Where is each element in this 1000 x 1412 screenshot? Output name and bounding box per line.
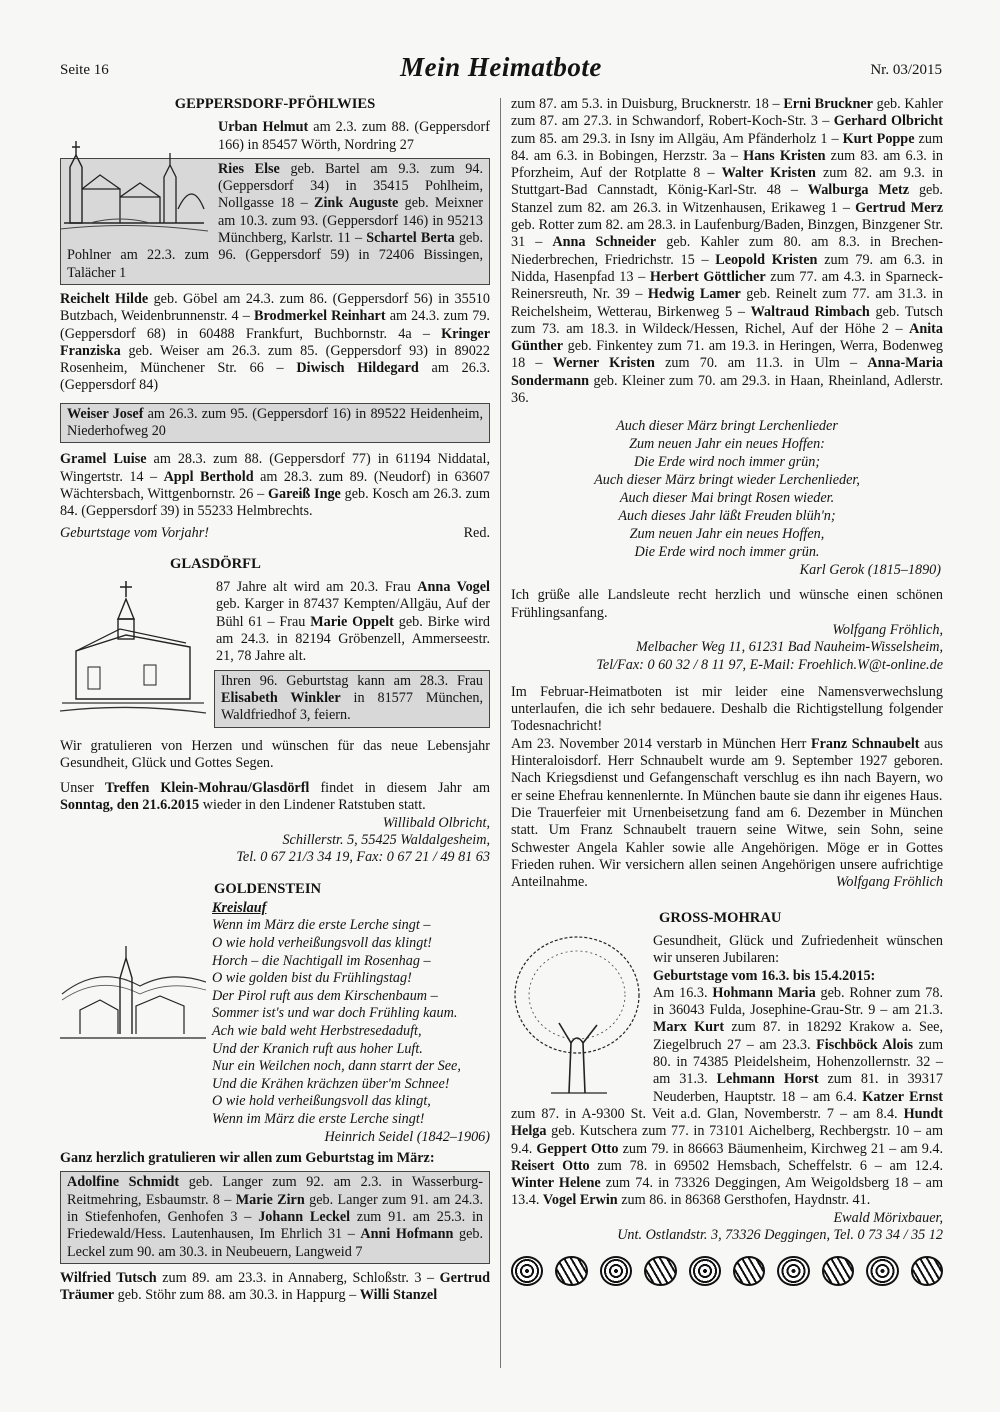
poem-line: O wie hold verheißungsvoll das klingt! [212,935,433,952]
poem-line: Auch dieser März bringt wieder Lerchenlieder, [594,472,860,489]
editor-note: Geburtstage vom Vorjahr! Red. [60,524,490,541]
easter-egg-icon [644,1256,676,1286]
heading-goldenstein: GOLDENSTEIN [214,880,322,897]
poem-gerok [511,417,943,579]
greeting: Ich grüße alle Landsleute recht herzlich und wünsche einen schönen Frühlingsanfang. [511,587,943,621]
right-column [511,96,943,1286]
easter-egg-icon [555,1256,587,1286]
poem-line: O wie golden bist du Frühlingstag! [212,970,412,987]
poem-line: Auch dieser Mai bringt Rosen wieder. [619,490,835,507]
poem-line: Und die Krähen krächzen über'm Schnee! [212,1075,450,1092]
poem-line: Nur ein Weilchen noch, dann starrt der See, [212,1058,461,1075]
funeral-note: Die Trauerfeier mit Urnenbeisetzung fand am 6. Dezember in München statt. Um Franz Schnaubelt trauern seine Witwe, sein Sohn, seine Schwester Angela Kahler sowie alle Angehörigen. Möge er in Gottes Frieden ruhen. Wir versichern allen seinen Angehörigen unsere aufrichtige Anteilnahme. [511,804,943,891]
poem-line: Sommer ist's und war doch Frühling kaum. [212,1005,458,1022]
easter-egg-icon [511,1256,543,1286]
heading-gross-mohrau: GROSS-MOHRAU [659,909,782,926]
page-number: Seite 16 [60,62,109,78]
poem-line: Zum neuen Jahr ein neues Hoffen: [629,436,825,453]
march-congrats: Ganz herzlich gratulieren wir allen zum Geburtstag im März: [60,1150,435,1167]
highlight-box-weiser: Weiser Josef am 26.3. zum 95. (Geppersdorf 16) in 89522 Heidenheim, Niederhofweg 20 [60,403,490,444]
poem-line: Zum neuen Jahr ein neues Hoffen, [629,526,825,543]
left-column [60,96,490,1309]
entries-geppersdorf: Reichelt Hilde geb. Göbel am 24.3. zum 86. (Geppersdorf 56) in 35510 Butzbach, Weidenbrunnenstr. 4 – Brodmerkel Reinhart am 24.3. zum 79. (Geppersdorf 68) in 60488 Frankfurt, Buchbornstr. 4a – Kringer Franziska geb. Weiser am 26.3. zum 85. (Geppersdorf 93) in 89022 Rosenheim, Münchener Str. 66 – Diwisch Hildegard am 26.3. (Geppersdorf 84) [60,290,491,394]
poem-line: Wenn im März die erste Lerche singt – [212,917,431,934]
mountain-town-illustration [60,934,206,1044]
poem-line: Auch dieser März bringt Lerchenlieder [616,418,838,435]
poem-line: Auch dieses Jahr läßt Freuden blüh'n; [618,508,836,525]
poem-author: Heinrich Seidel (1842–1906) [324,1128,490,1145]
entries-goldenstein: Wilfried Tutsch zum 89. am 23.3. in Annaberg, Schloßstr. 3 – Gertrud Träumer geb. Stöhr zum 88. am 30.3. in Happurg – Willi Stanzel [60,1269,490,1304]
glasdoerfl-wishes: Wir gratulieren von Herzen und wünschen für das neue Lebensjahr Gesundheit, Glück und Gottes Segen. [60,737,490,771]
poem-line: O wie hold verheißungsvoll das klingt, [212,1093,431,1110]
poem-line: Horch – die Nachtigall im Rosenhag – [212,952,431,969]
poem-author: Karl Gerok (1815–1890) [799,562,941,579]
easter-egg-icon [600,1256,632,1286]
tree-illustration [511,933,643,1095]
issue-number: Nr. 03/2015 [870,62,942,78]
easter-egg-icon [777,1256,809,1286]
obituary: Am 23. November 2014 verstarb in München Herr Franz Schnaubelt aus Hinteraloisdorf. Herr Schnaubelt wurde am 9. September 1927 geboren. Nach Kriegsdienst und Gefangenschaft verschlug es ihn nach Bayern, wo er seine Ehefrau kennenlernte. In München baute sie dann ihr eigenes Haus. [511,735,944,804]
easter-egg-border [511,1256,943,1286]
easter-egg-icon [822,1256,854,1286]
gm-dates: Geburtstage vom 16.3. bis 15.4.2015: [653,967,876,984]
gm-intro: Gesundheit, Glück und Zufriedenheit wünschen wir unseren Jubilaren: [653,932,943,967]
masthead-title: Mein Heimatbote [400,52,602,82]
meeting-announcement: Unser Treffen Klein-Mohrau/Glasdörfl findet in diesem Jahr am Sonntag, den 21.6.2015 wieder in den Lindener Ratstuben statt. [60,780,490,814]
poem-line: Die Erde wird noch immer grün. [634,544,820,561]
poem-line: Wenn im März die erste Lerche singt! [212,1111,425,1127]
signature-moerixbauer: Ewald Mörixbauer, Unt. Ostlandstr. 3, 73326 Deggingen, Tel. 0 73 34 / 35 12 [617,1209,943,1244]
column-divider [500,98,501,1368]
signature-obituary: Wolfgang Fröhlich [835,874,943,891]
entry-urban: Urban Helmut am 2.3. zum 88. (Geppersdorf 166) in 85457 Wörth, Nordring 27 [218,119,490,153]
correction-note: Im Februar-Heimatboten ist mir leider eine Namensverwechslung unterlaufen, die ich sehr bedauere. Deshalb die Richtigstellung folgender Todesnachricht! [511,683,943,735]
signature-froehlich: Wolfgang Fröhlich, Melbacher Weg 11, 61231 Bad Nauheim-Wisselsheim, Tel/Fax: 0 60 32 / 8 11 97, E-Mail: Froehlich.W@t-online.de [596,621,943,673]
poem-line: Der Pirol ruft aus dem Kirschenbaum – [212,987,438,1004]
entries-glasdoerfl: 87 Jahre alt wird am 20.3. Frau Anna Vogel geb. Karger in 87437 Kempten/Allgäu, Auf der Bühl 61 – Frau Marie Oppelt geb. Birke wird am 24.3. in 82194 Gröbenzell, Ammerseestr. 21, 78 Jahre alt. [216,579,490,665]
signature-olbricht: Willibald Olbricht, Schillerstr. 5, 55425 Waldalgesheim, Tel. 0 67 21/3 34 19, Fax: 0 67 21 / 49 81 63 [236,814,490,866]
poem-line: Und der Kranich ruft aus hoher Luft. [212,1040,423,1057]
heading-geppersdorf: GEPPERSDORF-PFÖHLWIES [174,96,376,112]
poem-kreislauf [212,900,490,1146]
highlight-box-winkler: Ihren 96. Geburtstag kann am 28.3. Frau Elisabeth Winkler in 81577 München, Waldfriedhof 3, feiern. [214,670,490,728]
easter-egg-icon [911,1256,943,1286]
easter-egg-icon [866,1256,898,1286]
village-church-illustration [60,119,208,237]
poem-line: Ach wie bald weht Herbstresedaduft, [212,1023,422,1040]
highlight-box-geppersdorf: Ries Else geb. Bartel am 9.3. zum 94. (Geppersdorf 34) in 35415 Pohlheim, Nollgasse 18 – Zink Auguste geb. Meixner am 10.3. zum 93. (Geppersdorf 146) in 95213 Münchberg, Karlstr. 11 – Schartel Berta geb. Pohlner am 22.3. zum 96. (Geppersdorf 59) in 72406 Bissingen, Talächer 1 [60,158,490,285]
highlight-box-goldenstein: Adolfine Schmidt geb. Langer zum 92. am 2.3. in Wasserburg-Reitmehring, Esbaumstr. 8 – Marie Zirn geb. Langer zum 91. am 24.3. in Stiefenhofen, Genhofen 3 – Johann Leckel zum 91. am 25.3. in Friedewald/Hess. Lautenhausen, Im Ehrlich 31 – Anni Hofmann geb. Leckel zum 90. am 30.3. in Neubeuern, Langweid 7 [60,1171,490,1263]
easter-egg-icon [689,1256,721,1286]
chapel-illustration [60,579,206,719]
entries-continued: zum 87. am 5.3. in Duisburg, Brucknerstr. 18 – Erni Bruckner geb. Kahler zum 87. am 27.3. in Schwandorf, Robert-Koch-Str. 3 – Gerhard Olbricht zum 85. am 29.3. in Isny im Allgäu, Am Pfänderholz 1 – Kurt Poppe zum 84. am 6.3. in Bobingen, Herzstr. 3a – Hans Kristen zum 83. am 6.3. in Pforzheim, Auf der Rotplatte 8 – Walter Kristen zum 82. am 9.3. in Stuttgart-Bad Cannstadt, König-Karl-Str. 48 – Walburga Metz geb. Stanzel zum 82. am 26.3. in Witzenhausen, Erikaweg 1 – Gertrud Merz geb. Rotter zum 82. am 28.3. in Laufenburg/Baden, Binzgen, Binzgener Str. 31 – Anna Schneider geb. Kahler zum 80. am 8.3. in Brechen-Niederbrechen, Friedrichstr. 15 – Leopold Kristen zum 79. am 6.3. in Nidda, Hasenpfad 13 – Herbert Göttlicher zum 77. am 4.3. in Sparneck-Reinersreuth, Nr. 39 – Hedwig Lamer geb. Reinelt zum 77. am 31.3. in Reichelsheim, Wetterau, Birkenweg 5 – Waltraud Rimbach geb. Tutsch zum 73. am 18.3. in Wildeck/Hessen, Richel, Auf der Höhe 2 – Anita Günther geb. Finkentey zum 71. am 19.3. in Heringen, Werra, Bodenweg 18 – Werner Kristen zum 70. am 11.3. in Ulm – Anna-Maria Sondermann geb. Kleiner zum 70. am 29.3. in Haan, Rheinland, Adlerstr. 36. [511,96,944,407]
heading-glasdoerfl: GLASDÖRFL [170,555,261,572]
entries-geppersdorf-2: Gramel Luise am 28.3. zum 88. (Geppersdorf 77) in 61194 Niddatal, Wingertstr. 14 – Appl Berthold am 28.3. zum 89. (Neudorf) in 63607 Wächtersbach, Wittgenbornstr. 26 – Gareiß Inge geb. Kosch am 26.3. zum 84. (Geppersdorf 39) in 55233 Helmbrechts. [60,451,491,520]
entries-gross-mohrau: Am 16.3. Hohmann Maria geb. Rohner zum 78. in 36043 Fulda, Josephine-Grau-Str. 9 – am 21.3. Marx Kurt zum 87. in 18292 Krakow a. See, Ziegelbruch 27 – am 23.3. Fischböck Alois zum 80. in 74385 Pleidelsheim, Hohenzollernstr. 32 – am 31.3. Lehmann Horst zum 81. in 39317 Neuderben, Hauptstr. 18 – am 6.4. Katzer Ernst zum 87. in A-9300 St. Veit a.d. Glan, Novemberstr. 7 – am 8.4. Hundt Helga geb. Kutschera zum 77. in 73101 Aichelberg, Rechbergstr. 10 – am 9.4. Geppert Otto zum 79. in 86663 Bäumenheim, Kirchweg 21 – am 9.4. Reisert Otto zum 78. in 69502 Hemsbach, Scheffelstr. 6 – am 12.4. Winter Helene zum 74. in 73326 Deggingen, Am Weigoldsberg 18 – am 13.4. Vogel Erwin zum 86. in 86368 Gersthofen, Haydnstr. 41. [511,984,944,1209]
poem-line: Die Erde wird noch immer grün; [633,454,821,471]
easter-egg-icon [733,1256,765,1286]
page-header [60,52,942,92]
poem-title: Kreislauf [212,899,267,916]
